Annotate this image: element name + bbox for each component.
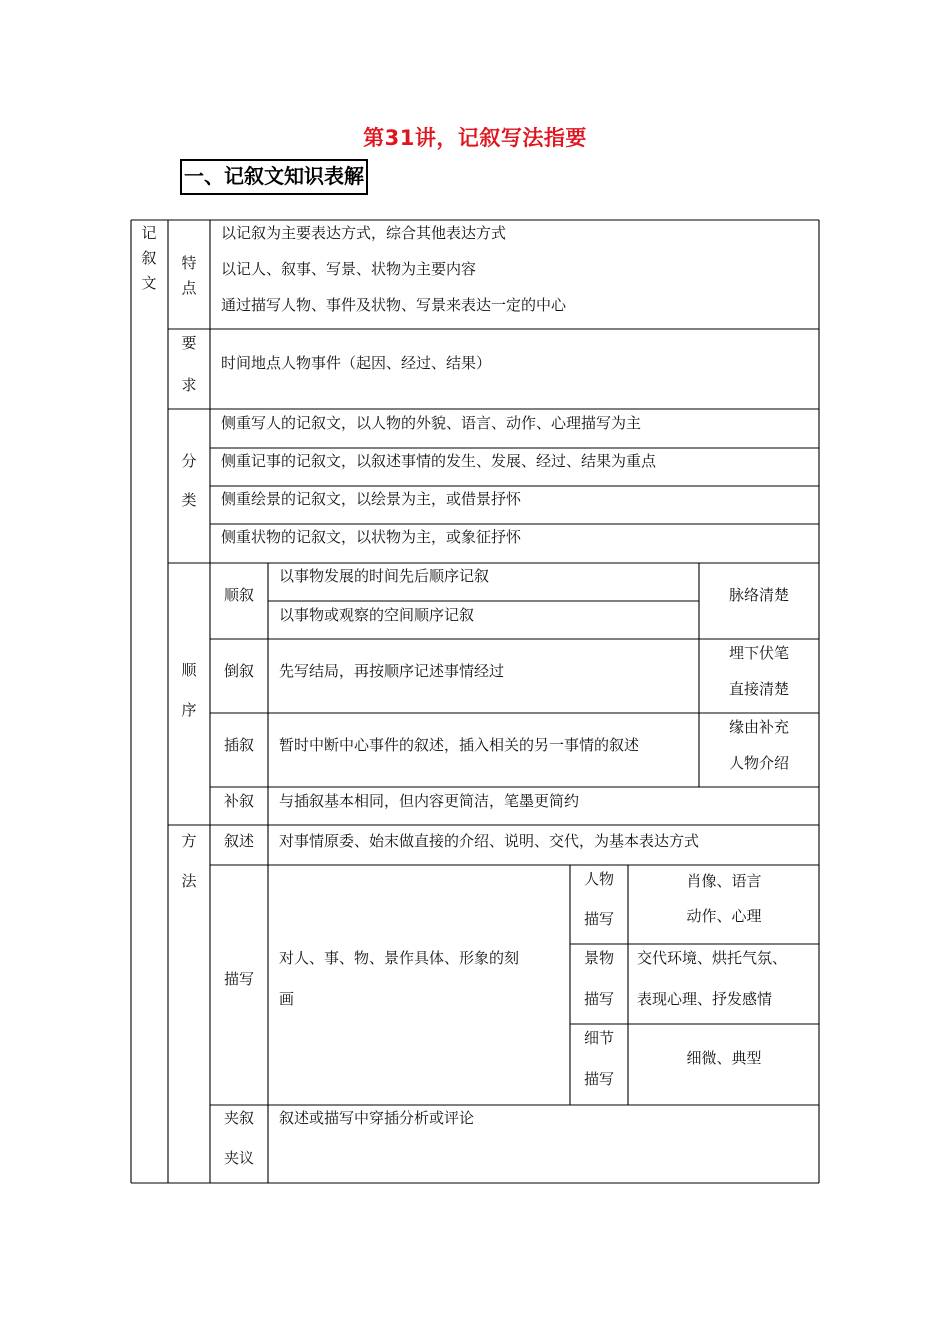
subtype-name: 人物 xyxy=(583,870,615,888)
daoxu-text: 先写结局，再按顺序记述事情经过 xyxy=(279,662,505,680)
methods-label-1: 方 xyxy=(181,832,197,850)
description-text: 画 xyxy=(279,990,295,1008)
mixed-text: 叙述或描写中穿插分析或评论 xyxy=(279,1109,475,1127)
subtype-effect: 表现心理、抒发感情 xyxy=(637,990,773,1008)
category-char-3: 文 xyxy=(141,274,157,292)
buxu-text: 与插叙基本相同，但内容更简洁，笔墨更简约 xyxy=(279,792,580,810)
classification-item: 侧重写人的记叙文，以人物的外貌、语言、动作、心理描写为主 xyxy=(221,414,642,432)
buxu-name: 补叙 xyxy=(223,792,255,810)
features-label-1: 特 xyxy=(181,254,197,272)
mixed-name: 夹议 xyxy=(223,1149,255,1167)
narration-text: 对事情原委、始末做直接的介绍、说明、交代，为基本表达方式 xyxy=(279,832,700,850)
narration-name: 叙述 xyxy=(223,832,255,850)
features-item: 以记人、叙事、写景、状物为主要内容 xyxy=(221,260,477,278)
order-label-1: 顺 xyxy=(181,661,197,679)
subtype-effect: 细微、典型 xyxy=(686,1049,762,1067)
subtype-name: 描写 xyxy=(583,1070,615,1088)
subtype-name: 细节 xyxy=(583,1029,615,1047)
section-heading: 一、记叙文知识表解 xyxy=(180,159,368,195)
category-char-1: 记 xyxy=(141,224,157,242)
chaxu-text: 暂时中断中心事件的叙述，插入相关的另一事情的叙述 xyxy=(279,736,640,754)
daoxu-name: 倒叙 xyxy=(223,662,255,680)
classification-item: 侧重记事的记叙文，以叙述事情的发生、发展、经过、结果为重点 xyxy=(221,452,657,470)
page-title: 第31讲，记叙写法指要 xyxy=(363,126,587,150)
methods-label-2: 法 xyxy=(181,872,197,890)
daoxu-effect: 直接清楚 xyxy=(728,680,790,698)
requirements-text: 时间地点人物事件（起因、经过、结果） xyxy=(221,354,492,372)
shunxu-name: 顺叙 xyxy=(223,586,255,604)
shunxu-item: 以事物发展的时间先后顺序记叙 xyxy=(279,567,490,585)
subtype-name: 景物 xyxy=(583,949,615,967)
chaxu-effect: 人物介绍 xyxy=(728,754,790,772)
classification-label-1: 分 xyxy=(181,452,197,470)
description-name: 描写 xyxy=(223,970,255,988)
chaxu-effect: 缘由补充 xyxy=(728,718,790,736)
subtype-effect: 交代环境、烘托气氛、 xyxy=(637,949,788,967)
subtype-name: 描写 xyxy=(583,910,615,928)
classification-item: 侧重状物的记叙文，以状物为主，或象征抒怀 xyxy=(221,528,522,546)
daoxu-effect: 埋下伏笔 xyxy=(728,644,790,662)
description-text: 对人、事、物、景作具体、形象的刻 xyxy=(279,949,520,967)
subtype-effect: 动作、心理 xyxy=(686,907,762,925)
shunxu-item: 以事物或观察的空间顺序记叙 xyxy=(279,606,475,624)
features-item: 以记叙为主要表达方式，综合其他表达方式 xyxy=(221,224,507,242)
order-label-2: 序 xyxy=(181,701,197,719)
category-char-2: 叙 xyxy=(141,249,157,267)
mixed-name: 夹叙 xyxy=(223,1109,255,1127)
shunxu-effect: 脉络清楚 xyxy=(728,586,790,604)
subtype-name: 描写 xyxy=(583,990,615,1008)
subtype-effect: 肖像、语言 xyxy=(686,872,762,890)
chaxu-name: 插叙 xyxy=(223,736,255,754)
classification-label-2: 类 xyxy=(181,491,197,509)
classification-item: 侧重绘景的记叙文，以绘景为主，或借景抒怀 xyxy=(221,490,522,508)
requirements-label-2: 求 xyxy=(181,376,197,394)
features-label-2: 点 xyxy=(181,279,197,297)
requirements-label-1: 要 xyxy=(181,334,197,352)
features-item: 通过描写人物、事件及状物、写景来表达一定的中心 xyxy=(221,296,567,314)
